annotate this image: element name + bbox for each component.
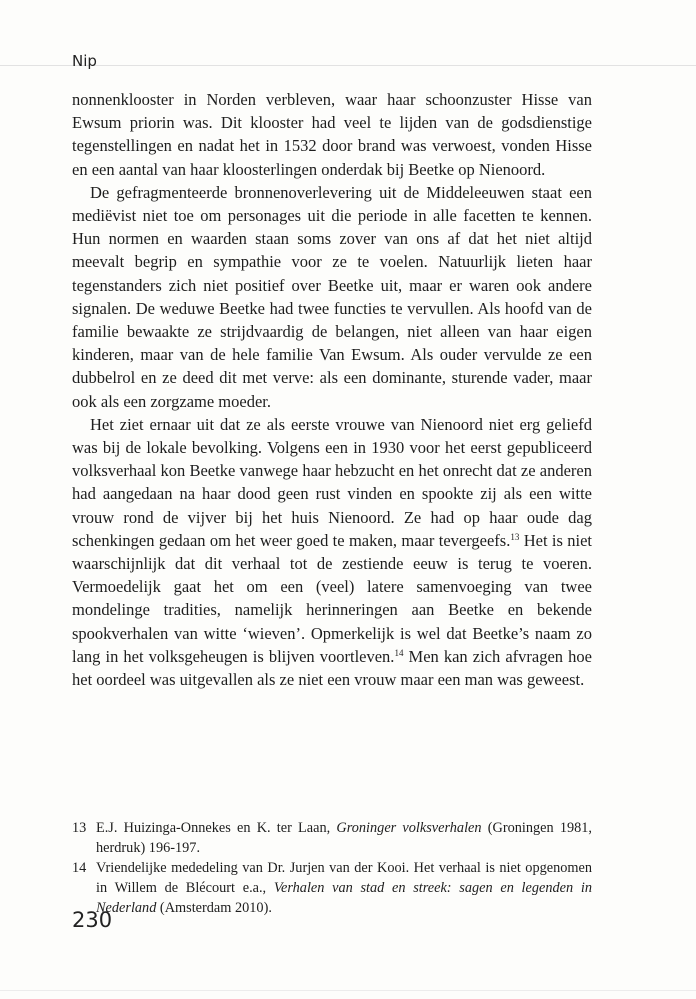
paragraph-text: Het is niet waarschijnlijk dat dit verhaal tot de zestiende eeuw is terug te voeren. Vermoedelijk gaat het om een (veel) latere samenvoeging van twee mondelinge tradities, namelijk herinneringen aan Beetke en bekende spookverhalen van witte ‘wieven’. Opmerkelijk is wel dat Beetke’s naam zo lang in het volksgeheugen is blijven voortleven. xyxy=(72,530,592,666)
footnote-title: Groninger volksverhalen xyxy=(336,820,482,836)
page-number: 230 xyxy=(72,908,113,932)
bottom-rule xyxy=(0,990,696,991)
footnote-ref: 14 xyxy=(394,647,404,658)
footnote-number: 13 xyxy=(72,820,87,836)
paragraph xyxy=(72,413,592,691)
footnote xyxy=(72,818,592,858)
paragraph-text: Men kan zich afvragen hoe het oordeel was uitgevallen als ze niet een vrouw maar een man was geweest. xyxy=(72,646,592,690)
header-rule xyxy=(0,65,696,66)
footnotes xyxy=(72,818,592,918)
footnote-text: Vriendelijke mededeling van Dr. Jurjen van der Kooi. Het verhaal is niet opgenomen in Willem de Blécourt e.a., xyxy=(96,860,592,896)
footnote-ref: 13 xyxy=(510,531,520,542)
footnote-text: E.J. Huizinga-Onnekes en K. ter Laan, xyxy=(96,820,337,836)
paragraph-text: Het ziet ernaar uit dat ze als eerste vrouwe van Nienoord niet erg geliefd was bij de lokale bevolking. Volgens een in 1930 voor het eerst gepubliceerd volksverhaal kon Beetke vanwege haar hebzucht en het onrecht dat ze anderen had aangedaan na haar dood geen rust vinden en spookte zij als een witte vrouw rond de vijver bij het huis Nienoord. Ze had op haar oude dag schenkingen gedaan om het weer goed te maken, maar tevergeefs. xyxy=(72,414,592,550)
footnote-text: (Amsterdam 2010). xyxy=(156,900,272,916)
footnote-number: 14 xyxy=(72,860,87,876)
footnote-text: (Groningen 1981, herdruk) 196-197. xyxy=(96,820,592,856)
running-head: Nip xyxy=(72,52,97,70)
footnote-title: Verhalen van stad en streek: sagen en legenden in Nederland xyxy=(96,880,592,916)
paragraph: De gefragmenteerde bronnenoverlevering uit de Middeleeuwen staat een mediëvist niet toe om personages uit die periode in alle facetten te kennen. Hun normen en waarden staan soms zover van ons af dat het niet altijd meevalt begrip en sympathie voor ze te voelen. Natuurlijk lieten haar tegenstanders zich niet positief over Beetke uit, maar er waren ook andere signalen. De weduwe Beetke had twee functies te vervullen. Als hoofd van de familie bewaakte ze strijdvaardig de belangen, niet alleen van haar eigen kinderen, maar van de hele familie Van Ewsum. Als ouder vervulde ze een dubbelrol en ze deed dit met verve: als een dominante, sturende vader, maar ook als een zorgzame moeder. xyxy=(72,182,592,411)
paragraph: nonnenklooster in Norden verbleven, waar haar schoonzuster Hisse van Ewsum priorin was. Dit klooster had veel te lijden van de godsdienstige tegenstellingen en nadat het in 1532 door brand was verwoest, vonden Hisse en een aantal van haar kloosterlingen onderdak bij Beetke op Nienoord. xyxy=(72,90,592,179)
footnote xyxy=(72,858,592,918)
body-text xyxy=(72,88,592,691)
